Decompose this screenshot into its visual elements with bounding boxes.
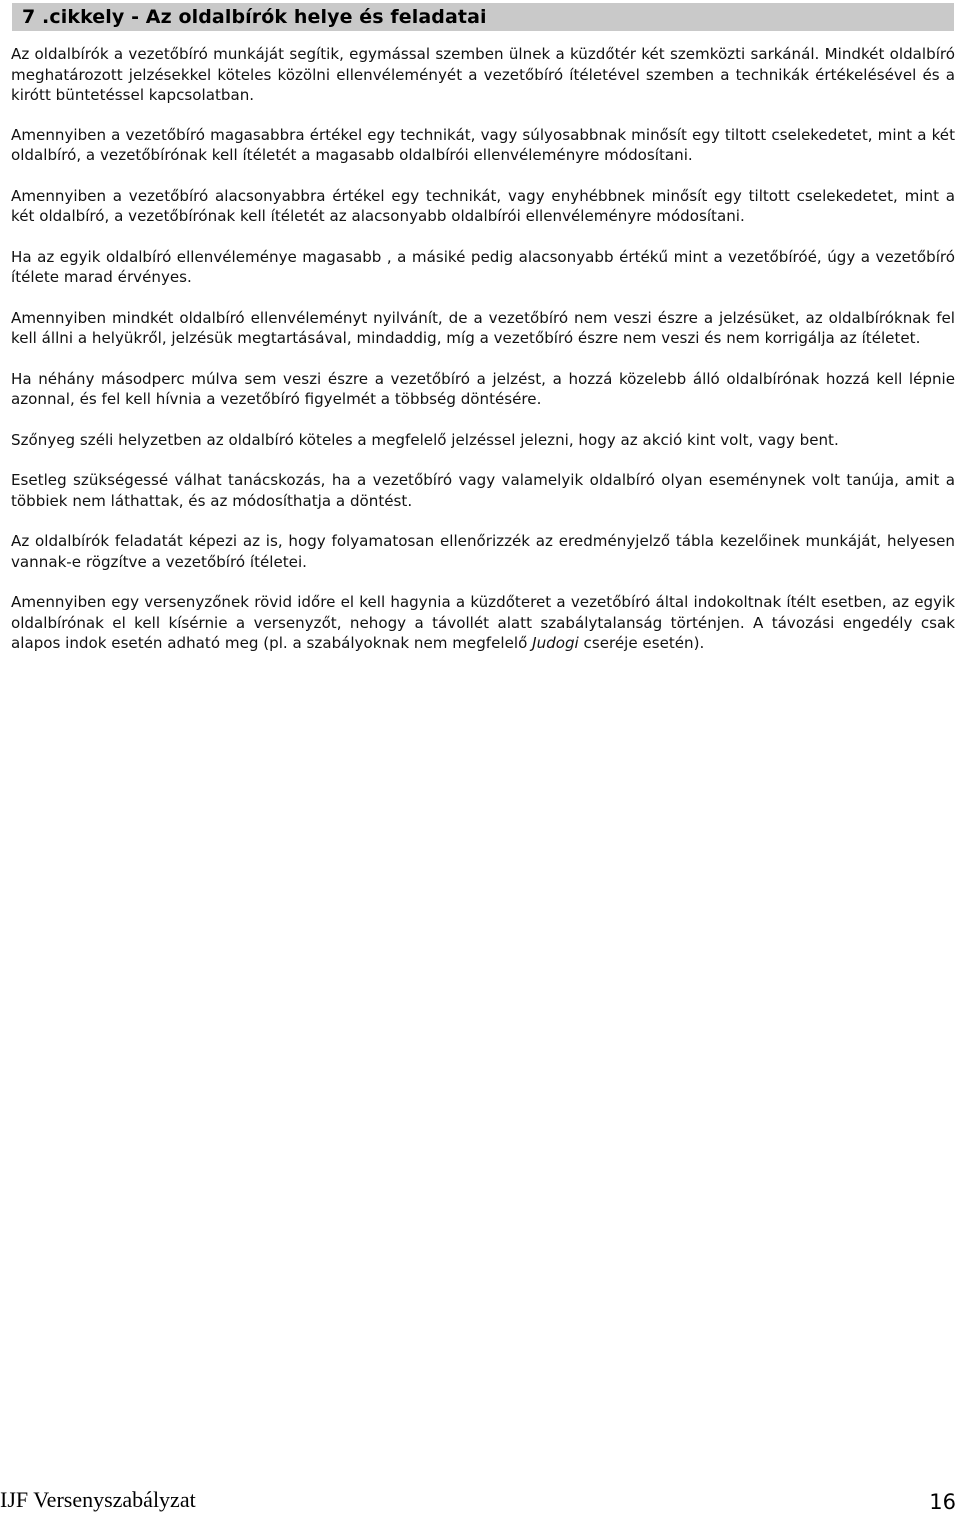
paragraph-10-text-start: Amennyiben egy versenyzőnek rövid időre el kell hagynia a küzdőteret a vezetőbíró által indokoltnak ítélt esetben, az egyik oldalbírónak el kell kísérnie a versenyzőt, nehogy a távollét alatt szabálytalanság történjen. A távozási engedély csak alapos indok esetén adható meg (pl. a szabályoknak nem megfelelő (11, 593, 955, 652)
judogi-term: Judogi (532, 634, 579, 652)
paragraph-4: Ha az egyik oldalbíró ellenvéleménye magasabb , a másiké pedig alacsonyabb értékű mint a vezetőbíróé, úgy a vezetőbíró ítélete marad érvényes. (11, 247, 955, 286)
paragraph-9: Az oldalbírók feladatát képezi az is, hogy folyamatosan ellenőrizzék az eredményjelző tábla kezelőinek munkáját, helyesen vannak-e rögzítve a vezetőbíró ítéletei. (11, 532, 955, 571)
paragraph-2: Amennyiben a vezetőbíró magasabbra értékel egy technikát, vagy súlyosabbnak minősít egy tiltott cselekedetet, mint a két oldalbíró, a vezetőbírónak kell ítéletét a magasabb oldalbírói ellenvéleményre módosítani. (11, 125, 955, 164)
section-heading: 7 .cikkely - Az oldalbírók helye és feladatai (22, 6, 487, 28)
paragraph-10-text-end: cseréje esetén). (578, 634, 705, 652)
paragraph-8: Esetleg szükségessé válhat tanácskozás, ha a vezetőbíró vagy valamelyik oldalbíró olyan eseménynek volt tanúja, amit a többiek nem láthattak, és az módosíthatja a döntést. (11, 471, 955, 510)
paragraph-1: Az oldalbírók a vezetőbíró munkáját segítik, egymással szemben ülnek a küzdőtér két szemközti sarkánál. Mindkét oldalbíró meghatározott jelzésekkel köteles közölni ellenvéleményét a vezetőbíró ítéletével szemben a technikák értékelésével és a kirótt büntetéssel kapcsolatban. (11, 45, 955, 104)
paragraph-10 (11, 592, 955, 654)
section-heading-bar (12, 3, 954, 31)
paragraph-5: Amennyiben mindkét oldalbíró ellenvéleményt nyilvánít, de a vezetőbíró nem veszi észre a jelzésüket, az oldalbíróknak fel kell állni a helyükről, jelzésük megtartásával, mindaddig, míg a vezetőbíró észre nem veszi és nem korrigálja az ítéletet. (11, 308, 955, 347)
footer-document-title: IJF Versenyszabályzat (0, 1487, 196, 1512)
paragraph-3: Amennyiben a vezetőbíró alacsonyabbra értékel egy technikát, vagy enyhébbnek minősít egy tiltott cselekedetet, mint a két oldalbíró, a vezetőbírónak kell ítéletét az alacsonyabb oldalbírói ellenvéleményre módosítani. (11, 186, 955, 225)
footer-page-number: 16 (929, 1490, 956, 1514)
paragraph-6: Ha néhány másodperc múlva sem veszi észre a vezetőbíró a jelzést, a hozzá közelebb álló oldalbírónak hozzá kell lépnie azonnal, és fel kell hívnia a vezetőbíró figyelmét a többség döntésére. (11, 369, 955, 408)
document-body (11, 44, 955, 674)
paragraph-7: Szőnyeg széli helyzetben az oldalbíró köteles a megfelelő jelzéssel jelezni, hogy az akció kint volt, vagy bent. (11, 430, 839, 449)
